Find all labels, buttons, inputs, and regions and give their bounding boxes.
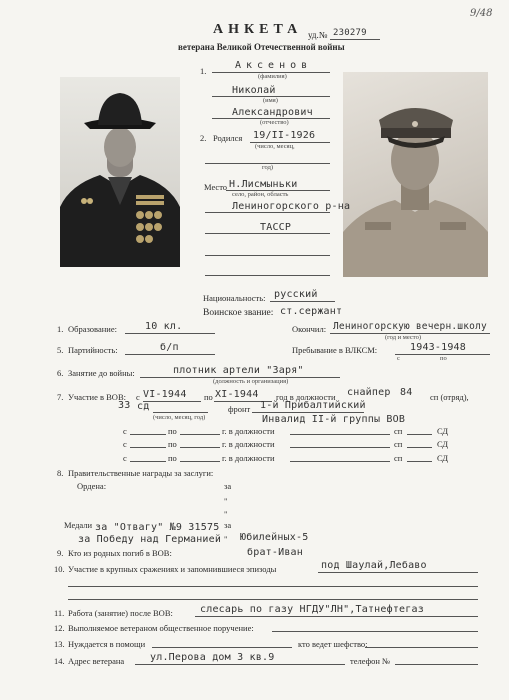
position-value: снайпер: [347, 387, 391, 398]
sd-value: 33: [118, 400, 131, 411]
public-label: Выполняемое ветераном общественное поручение:: [68, 623, 254, 633]
front-value: 1-й Прибалтийский: [260, 400, 366, 411]
patronymic-value: Александрович: [232, 107, 313, 118]
battles-line: [318, 572, 478, 573]
party-label: Партийность:: [68, 345, 118, 355]
occupation-index: 6.: [57, 368, 64, 378]
nationality-label: Национальность:: [203, 293, 266, 303]
orders-za: за: [224, 481, 232, 491]
occupation-caption: (должность и организация): [213, 378, 289, 385]
patron-label: кто ведет шефство:: [298, 639, 368, 649]
place-district-value: Лениногорского р-на: [232, 201, 351, 212]
finished-value: Лениногорскую вечерн.школу: [333, 321, 487, 332]
service-from-c: с: [136, 392, 140, 402]
work-line: [195, 616, 478, 617]
first-name-caption: (имя): [263, 97, 278, 104]
veteran-photo-recent: [60, 77, 180, 267]
nationality-line: [270, 301, 335, 302]
district-line: [205, 212, 330, 213]
party-value: б/п: [160, 342, 179, 353]
front-line: [252, 412, 364, 413]
invalid-value: Инвалид II-й группы ВОВ: [262, 414, 406, 425]
number-underline: [330, 39, 380, 40]
place-village-value: Н.Лисмыньки: [229, 179, 298, 190]
awards-label: Правительственные награды за заслуги:: [68, 468, 214, 478]
place-republic-value: ТАССР: [260, 222, 292, 233]
orders-quote-2: ": [224, 509, 228, 519]
party-line: [125, 354, 215, 355]
position-label: год в должности: [276, 392, 336, 402]
surname-index: 1.: [200, 66, 207, 76]
place-label: Место: [204, 182, 228, 192]
medals-quote: ": [224, 534, 228, 544]
birth-year-caption: год): [262, 164, 274, 171]
number-label: уд.№: [308, 30, 328, 40]
form-subtitle: ветерана Великой Отечественной войны: [178, 42, 345, 52]
awards-index: 8.: [57, 468, 64, 478]
public-line: [272, 631, 478, 632]
medal-value: за "Отвагу" №9 31575: [95, 522, 220, 533]
rank-label: Воинское звание:: [203, 308, 274, 318]
help-index: 13.: [54, 639, 65, 649]
questionnaire-sheet: АНКЕТА уд.№ 230279 9/48 ветерана Великой Отечественной войны 1. Аксенов (фамилия) Николай (имя) Александрович (отчество) 2. Родился 19/II-1926 (число, месяц, год) Место Н.Лисмыньки село, район, область Лениногорского р-на ТАССР Национальность: русский Воинское звание: ст.сержант 1. Образование: 10 кл. Окончил: Лениногорскую вечерн.школу (год и место) 5. Партийность: б/п Пребывание в ВЛКСМ: 1943-1948 с по 6. Занятие до войны: плотник артели "Заря" (должность и организация) 7. Участие в ВОВ: с VI-1944 по XI-1944 год в должности снайпер 84 сп (отряд), 33 сд фронт 1-й Прибалтийский (число, месяц, год) Инвалид II-й группы ВОВ с по г. в должности сп СД с по г. в должности сп СД с по г. в должности сп СД 8. Правительственные награды за заслуги: Ордена: за " " Медали за за "Отвагу" №9 31575 за Победу над Германией " Юбилейных-5 9. Кто из родных погиб в ВОВ: брат-Иван 10. Участие в крупных сражениях и запомнившиеся эпизоды под Шаулай,Лебаво 11. Работа (занятие) после ВОВ: слесарь по газу НГДУ"ЛН",Татнефтегаз 12. Выполняемое ветераном общественное поручение: 13. Нуждается в помощи кто ведет шефство: 14. Адрес ветерана ул.Перова дом 3 кв.9 телефон №: [54, 8, 493, 666]
public-index: 12.: [54, 623, 65, 633]
relatives-value: брат-Иван: [247, 547, 303, 558]
patron-line: [365, 647, 478, 648]
birth-caption: (число, месяц,: [255, 143, 295, 150]
sp-value: 84: [400, 387, 413, 398]
surname-caption: (фамилия): [258, 73, 287, 80]
battles-index: 10.: [54, 564, 65, 574]
first-name-value: Николай: [232, 85, 276, 96]
relatives-index: 9.: [57, 548, 64, 558]
extra-line-2: [205, 275, 330, 276]
portrait-elderly-icon: [60, 77, 180, 267]
address-value: ул.Перова дом 3 кв.9: [150, 652, 275, 663]
medals-label: Медали: [64, 520, 93, 530]
nationality-value: русский: [274, 289, 318, 300]
portrait-soldier-icon: [343, 72, 488, 277]
address-label: Адрес ветерана: [68, 656, 125, 666]
address-line: [135, 664, 345, 665]
finished-caption: (год и место): [385, 334, 421, 341]
extra-line-1: [205, 255, 330, 256]
service-date-caption: (число, месяц, год): [153, 414, 206, 421]
sd-label: сд: [137, 401, 150, 412]
birth-label: Родился: [213, 133, 243, 143]
education-line: [125, 333, 215, 334]
service-index: 7.: [57, 392, 64, 402]
occupation-label: Занятие до войны:: [68, 368, 135, 378]
orders-quote-1: ": [224, 496, 228, 506]
work-index: 11.: [54, 608, 65, 618]
education-index: 1.: [57, 324, 64, 334]
address-index: 14.: [54, 656, 65, 666]
relatives-label: Кто из родных погиб в ВОВ:: [68, 548, 172, 558]
phone-label: телефон №: [350, 656, 391, 666]
rank-value: ст.сержант: [280, 306, 343, 317]
service-from-line: [143, 401, 201, 402]
occupation-value: плотник артели "Заря": [173, 365, 304, 376]
service-to-value: XI-1944: [215, 389, 259, 400]
battles-value: под Шаулай,Лебаво: [321, 560, 427, 571]
phone-line: [395, 664, 478, 665]
orders-label: Ордена:: [77, 481, 107, 491]
service-label: Участие в ВОВ:: [68, 392, 126, 402]
birth-index: 2.: [200, 133, 207, 143]
service-from-value: VI-1944: [143, 389, 187, 400]
komsomol-label: Пребывание в ВЛКСМ:: [292, 345, 378, 355]
party-index: 5.: [57, 345, 64, 355]
battles-line-2: [68, 586, 478, 587]
surname-value: Аксенов: [235, 60, 313, 71]
place-caption: село, район, область: [232, 191, 289, 198]
help-line: [152, 647, 292, 648]
service-to-label: по: [204, 392, 213, 402]
card-number: 230279: [333, 28, 367, 38]
medals-za: за: [224, 520, 232, 530]
help-label: Нуждается в помощи: [68, 639, 146, 649]
medal-value: за Победу над Германией: [78, 534, 222, 545]
work-value: слесарь по газу НГДУ"ЛН",Татнефтегаз: [200, 604, 424, 615]
komsomol-from: с: [397, 355, 400, 362]
form-title: АНКЕТА: [213, 22, 303, 37]
birth-date-value: 19/II-1926: [253, 130, 316, 141]
battles-line-3: [68, 599, 478, 600]
corner-note: 9/48: [470, 8, 493, 19]
battles-label: Участие в крупных сражениях и запомнившиеся эпизоды: [68, 564, 277, 574]
veteran-photo-wartime: [343, 72, 488, 277]
medal-value: Юбилейных-5: [240, 532, 309, 543]
sp-label: сп (отряд),: [430, 392, 469, 402]
front-label: фронт: [228, 404, 251, 414]
republic-line: [205, 233, 330, 234]
education-label: Образование:: [68, 324, 117, 334]
komsomol-to: по: [440, 355, 447, 362]
education-value: 10 кл.: [145, 321, 183, 332]
work-label: Работа (занятие) после ВОВ:: [68, 608, 173, 618]
komsomol-value: 1943-1948: [410, 342, 466, 353]
sd-line: [153, 412, 208, 413]
finished-label: Окончил:: [292, 324, 327, 334]
patronymic-caption: (отчество): [260, 119, 289, 126]
